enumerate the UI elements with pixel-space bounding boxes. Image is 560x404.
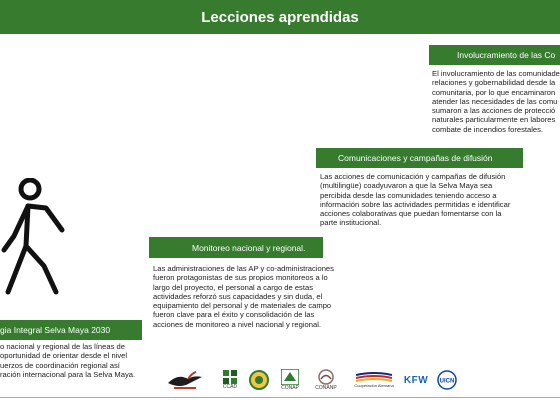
bird-logo-icon (166, 369, 204, 391)
step-title-text: Involucramiento de las Co (457, 50, 556, 60)
logo-ccad (220, 367, 240, 393)
text-line: acciones colaborativas que puedan fomentarse con la (320, 209, 502, 219)
logo-caption: CONANP (315, 385, 337, 391)
kfw-logo-icon: KFW (403, 374, 429, 386)
logo-uicn (436, 367, 458, 393)
footer-divider (0, 397, 560, 398)
text-line: atender las necesidades de las comu (432, 96, 558, 106)
logo-caption: CCAD (222, 384, 238, 390)
step-title-involucramiento (429, 45, 560, 65)
text-line: ración internacional para la Selva Maya. (0, 369, 136, 379)
step-text-involucramiento (432, 69, 560, 134)
step-title-text: Comunicaciones y campañas de difusión (338, 153, 493, 163)
text-line: o nacional y regional de las líneas de (0, 342, 125, 351)
text-line: naturales particularmente en labores (432, 115, 556, 125)
conanp-logo-icon (317, 369, 335, 385)
text-line: actividades reforzó sus capacidades y sin duda, el (153, 291, 323, 301)
text-line: combate de incendios forestales. (432, 124, 544, 134)
logo-conap (279, 367, 301, 393)
logo-caption: Cooperación Alemana (354, 383, 394, 388)
text-line: comunitaria, por lo que encaminaron (432, 87, 556, 97)
text-line: percibida desde las comunidades teniendo acceso a (320, 190, 497, 200)
step-title-text: Monitoreo nacional y regional. (192, 242, 306, 253)
logo-bird (166, 367, 204, 393)
step-text-estrategia (0, 342, 138, 379)
text-line: acciones de monitoreo a nivel nacional y regional. (153, 319, 322, 329)
step-text-monitoreo (153, 264, 353, 329)
text-line: fueron protagonistas de sus propios monitoreos a lo (153, 273, 328, 283)
logo-caption: CONAP (281, 385, 299, 391)
step-title-comunicaciones (316, 148, 523, 168)
logo-cooperacion-alemana (353, 367, 395, 393)
text-line: parte institucional. (320, 218, 382, 228)
text-line: oportunidad de orientar desde el nivel (0, 351, 128, 361)
step-title-estrategia (0, 320, 142, 340)
text-line: El involucramiento de las comunidade (432, 69, 560, 78)
step-title-monitoreo (149, 237, 323, 258)
walking-person-icon (0, 178, 76, 298)
text-line: información sobre las actividades permitidas e identificar (320, 199, 511, 209)
text-line: Las acciones de comunicación y campañas de difusión (320, 172, 506, 181)
text-line: largo del proyecto, el personal a cargo de estas (153, 282, 313, 292)
step-title-text: gia Integral Selva Maya 2030 (0, 325, 111, 335)
logo-round-seal (248, 367, 270, 393)
text-line: fueron clave para el éxito y consolidación de las (153, 310, 315, 320)
conap-logo-icon (281, 369, 299, 385)
uicn-logo-icon (437, 370, 457, 390)
text-line: equipamiento del personal y de materiales de campo (153, 301, 332, 311)
page-title: Lecciones aprendidas (201, 8, 359, 26)
ccad-logo-icon (223, 370, 237, 384)
text-line: (multilingüe) coadyuvaron a que la Selva Maya sea (320, 181, 493, 191)
text-line: sumaron a las acciones de protecció (432, 106, 556, 116)
text-line: Las administraciones de las AP y co-administraciones (153, 264, 334, 273)
uicn-logo-text: UICN (439, 378, 455, 385)
text-line: relaciones y gobernabilidad desde la (432, 78, 556, 88)
step-text-comunicaciones (320, 172, 532, 228)
logo-conanp (310, 367, 342, 393)
header-bar (0, 0, 560, 34)
text-line: uerzos de coordinación regional así (0, 360, 120, 370)
logo-kfw (404, 367, 428, 393)
round-seal-logo-icon (249, 370, 269, 390)
cooperacion-alemana-logo-icon (356, 371, 392, 383)
